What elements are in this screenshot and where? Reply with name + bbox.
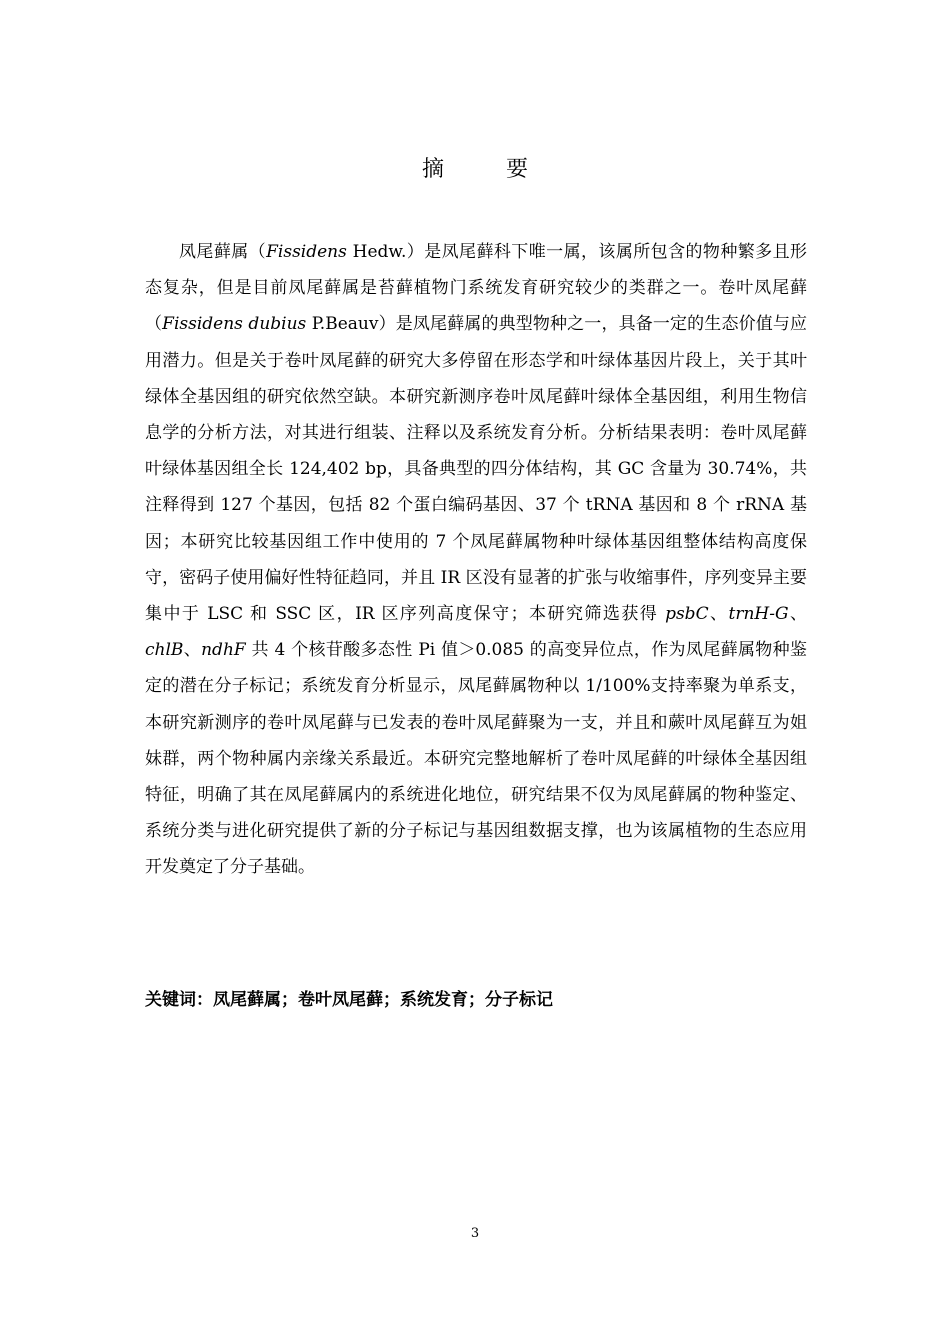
page-number: 3 [470, 1226, 480, 1241]
abstract-paragraph [145, 234, 807, 886]
species-name: Fissidens dubius [162, 314, 307, 335]
page-title: 摘 要 [421, 157, 548, 182]
gene-name: psbC [665, 604, 709, 625]
separator: 、 [183, 640, 202, 661]
keywords: 关键词：凤尾藓属；卷叶凤尾藓；系统发育；分子标记 [145, 990, 553, 1010]
separator: 、 [708, 604, 729, 625]
abstract-text: P.Beauv）是凤尾藓属的典型物种之一，具备一定的生态价值与应用潜力。但是关于卷叶凤尾藓的研究大多停留在形态学和叶绿体基因片段上，关于其叶绿体全基因组的研究依然空缺。本研究新测序卷叶凤尾藓叶绿体全基因组，利用生物信息学的分析方法，对其进行组装、注释以及系统发育分析。分析结果表明：卷叶凤尾藓叶绿体基因组全长 124,402 bp，具备典型的四分体结构，其 GC 含量为 30.74%，共注释得到 127 个基因，包括 82 个蛋白编码基因、37 个 tRNA 基因和 8 个 rRNA 基因；本研究比较基因组工作中使用的 7 个凤尾藓属物种叶绿体基因组整体结构高度保守，密码子使用偏好性特征趋同，并且 IR 区没有显著的扩张与收缩事件，序列变异主要集中于 LSC 和 SSC 区，IR 区序列高度保守；本研究筛选获得 [145, 314, 808, 625]
gene-name: trnH-G [728, 604, 789, 625]
separator: 、 [788, 604, 807, 625]
genus-name: Fissidens [266, 242, 347, 262]
abstract-text: 凤尾藓属（ [179, 242, 267, 262]
gene-name: ndhF [201, 640, 246, 661]
abstract-text: 共 4 个核苷酸多态性 Pi 值＞0.085 的高变异位点，作为凤尾藓属物种鉴定的潜在分子标记；系统发育分析显示，凤尾藓属物种以 1/100%支持率聚为单系支，本研究新测序的卷叶凤尾藓与已发表的卷叶凤尾藓聚为一支，并且和蕨叶凤尾藓互为姐妹群，两个物种属内亲缘关系最近。本研究完整地解析了卷叶凤尾藓的叶绿体全基因组特征，明确了其在凤尾藓属内的系统进化地位，研究结果不仅为凤尾藓属的物种鉴定、系统分类与进化研究提供了新的分子标记与基因组数据支撑，也为该属植物的生态应用开发奠定了分子基础。 [145, 640, 808, 878]
gene-name: chlB [145, 640, 184, 661]
abstract-text: Hedw.）是凤尾藓科下唯一属，该属所包含的物种繁多且形态复杂，但是目前凤尾藓属是苔藓植物门系统发育研究较少的类群之一。卷叶凤尾藓（ [145, 242, 808, 335]
